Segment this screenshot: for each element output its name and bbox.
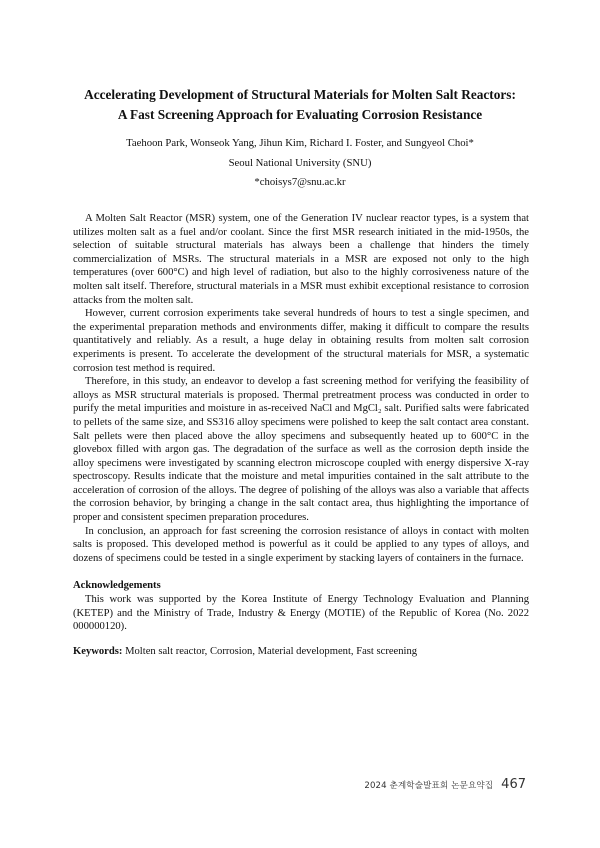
- paragraph-motivation: However, current corrosion experiments take several hundreds of hours to test a single specimen, and the experimental preparation methods and environments differ, making it difficult to compare the results quantitatively and reliably. As a result, a huge delay in obtaining results from molten salt corrosion experiments is present. To accelerate the development of the structural materials for MSR, a systematic corrosion test method is required.: [73, 308, 529, 374]
- paper-title: [60, 85, 540, 124]
- acknowledgements-heading: Acknowledgements: [73, 580, 161, 592]
- keywords-text: Molten salt reactor, Corrosion, Material development, Fast screening: [122, 645, 418, 657]
- affiliation: Seoul National University (SNU): [228, 157, 372, 169]
- title-line-1: Accelerating Development of Structural Materials for Molten Salt Reactors:: [84, 87, 516, 102]
- keywords-label: Keywords:: [73, 645, 123, 657]
- page-number: 467: [501, 777, 526, 792]
- title-line-2: A Fast Screening Approach for Evaluating Corrosion Resistance: [117, 106, 483, 122]
- author-list: Taehoon Park, Wonseok Yang, Jihun Kim, Richard I. Foster, and Sungyeol Choi*: [126, 137, 474, 149]
- abstract-body: [73, 212, 529, 658]
- acknowledgements-section: [73, 579, 529, 633]
- paragraph-introduction: A Molten Salt Reactor (MSR) system, one of the Generation IV nuclear reactor types, is a system that utilizes molten salt as a fuel and/or coolant. Since the first MSR research initiated in the mid-1950s, the selection of suitable structural materials has always been a challenge that hinders the timely commercialization of MSRs. The structural materials in a MSR are exposed not only to the high temperatures (over 600°C) and high level of radiation, but also to the highly corrosiveness nature of the molten salt itself. Therefore, structural materials in a MSR must exhibit exceptional resistance to corrosion attacks from the molten salt.: [73, 213, 529, 306]
- acknowledgements-text: This work was supported by the Korea Institute of Energy Technology Evaluation and Planning (KETEP) and the Ministry of Trade, Industry & Energy (MOTIE) of the Republic of Korea (No. 2022 000000120).: [73, 594, 529, 633]
- page-footer: [364, 777, 526, 792]
- keywords-line: [73, 645, 529, 659]
- paragraph-conclusion: In conclusion, an approach for fast screening the corrosion resistance of alloys in contact with molten salts is proposed. This developed method is powerful as it could be applied to any types of alloys, and dozens of specimens could be tested in a single experiment by stacking layers of containers in the furnace.: [73, 525, 529, 564]
- conference-name: 2024 춘계학술발표회 논문요약집: [364, 781, 494, 791]
- corresponding-email: *choisys7@snu.ac.kr: [254, 176, 346, 188]
- paragraph-method-results: Therefore, in this study, an endeavor to develop a fast screening method for verifying the feasibility of alloys as MSR structural materials is proposed. Thermal pretreatment process was conducted in order to purify the metal impurities and moisture in as-received NaCl and MgCl₂ salt. Purified salts were fabricated to pellets of the same size, and SS316 alloy specimens were polished to keep the salt contact area constant. Salt pellets were then placed above the alloy specimens and subsequently heated up to 600°C in the glovebox filled with argon gas. The degradation of the surface as well as the corrosion depth inside the alloy specimens were investigated by scanning electron microscope coupled with energy dispersive X-ray spectroscopy. Results indicate that the moisture and metal impurities contained in the salt attribute to the acceleration of corrosion of the alloys. The degree of polishing of the alloys was also a variable that affects the corrosion behavior, by bringing a change in the salt contact area, thus highlighting the importance of proper and consistent specimen preparation procedures.: [73, 376, 529, 524]
